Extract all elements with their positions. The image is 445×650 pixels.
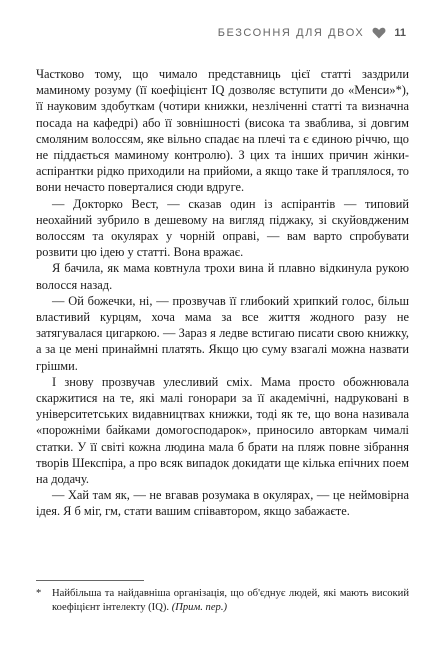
paragraph: Я бачила, як мама ковтнула трохи вина й плавно відкинула рукою волосся назад. [36, 261, 409, 292]
footnote-divider [36, 580, 144, 581]
footnote-main: Найбільша та найдавніша організація, що об'єднує людей, які мають високий коефіцієнт інтелекту (IQ). [52, 588, 409, 613]
running-header [216, 24, 406, 42]
running-title: БЕЗСОННЯ ДЛЯ ДВОХ [217, 27, 365, 39]
paragraph: — Хай там як, — не вгавав розумака в окулярах, — це неймовірна ідея. Я б міг, гм, стати вашим співавтором, якщо забажаєте. [36, 488, 409, 519]
paragraph: І знову прозвучав улесливий сміх. Мама просто обожнювала скаржитися на те, які малі гонорари за її академічні, надруковані в університетських видавництвах книжки, тоді як те, що вона називала «порожніми байками домогосподарок», приносило авторкам чималі статки. У її світі кожна людина мала б брати на пляж повне зібрання творів Шекспіра, а про всяк випадок докидати ще кілька епічних поем на додачу. [36, 374, 409, 487]
paragraph: — Ой божечки, ні, — прозвучав її глибокий хрипкий голос, більш властивий курцям, хоча мама за все життя жодного разу не затягувалася цигаркою. — Зараз я ледве встигаю писати свою книжку, а за це мені принаймні платять. Якщо цю суму взагалі можна назвати грішми. [36, 293, 409, 373]
paragraph: — Докторко Вест, — сказав один із аспірантів — типовий неохайний зубрило в дешевому на вигляд піджаку, зі скуйовдженим волоссям та окулярах у чорній оправі, — вам варто спробувати розвити цю ідею у статті. Вона вражає. [36, 196, 409, 260]
footnote-marker: * [36, 588, 42, 599]
footnote [36, 587, 409, 615]
heart-icon [372, 27, 386, 39]
footnote-text [52, 587, 409, 615]
translator-note: (Прим. пер.) [171, 602, 228, 613]
paragraph: Частково тому, що чимало представниць цієї статті заздрили маминому розуму (її коефіцієнт IQ дозволяє вступити до «Менси»*), її науковим здобуткам (чотири книжки, незліченні статті та визначна посада на кафедрі) або її зовнішності (висока та зваблива, зі довгим смоляним волоссям, яке вільно спадає на плечі та є єдиною річчю, що не піддається маминому контролю). З цих та інших причин жінки-аспірантки рідко приходили на прийоми, а якщо таке й траплялося, то вони нечасто поверталися сюди вдруге. [36, 67, 409, 195]
body-text [36, 66, 409, 520]
page-number: 11 [394, 27, 406, 39]
